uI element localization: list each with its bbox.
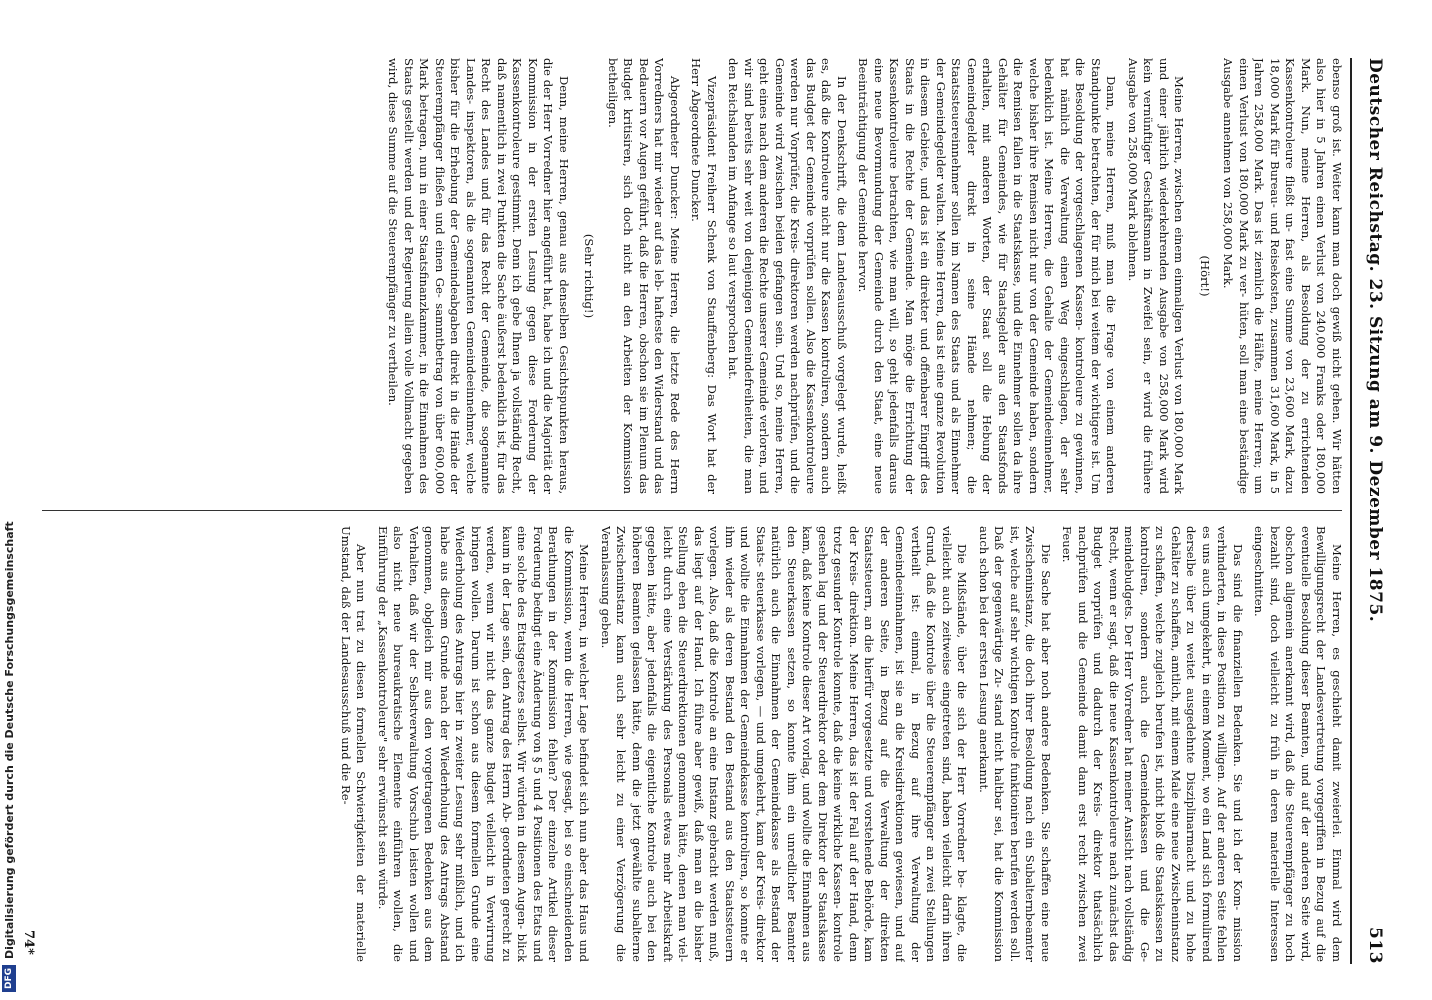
left-column	[44, 58, 1344, 494]
signature-mark: 74*	[21, 930, 36, 955]
right-column	[44, 526, 1344, 962]
page-header	[1358, 58, 1392, 964]
page-footer	[0, 0, 18, 1000]
paragraph: Die Sache hat aber noch andere Bedenken. Sie schaffen eine neue Zwischeninstanz, die doch ihrer Besoldung nach ein Subalternbeamter ist, welche auf sehr wichtigen Kontrole funktioniren berufen werden soll. Daß der gegenwärtige Zu- stand nicht haltbar sei, hat die Kommission auch schon bei der ersten Lesung anerkannt.	[977, 526, 1053, 962]
speaker-paragraph: Vizepräsident Freiherr Schenk von Stauffenberg: Das Wort hat der Herr Abgeordnete Duncker.	[689, 58, 719, 494]
speaker-paragraph: Abgeordneter Duncker: Meine Herren, die letzte Rede des Herrn Vorredners hat mir wieder auf das leb- hafteste den Widerstand und das Bedauern vor Augen geführt, daß die Herren, obschon sie im Plenum das Budget kritisiren, sich doch nicht an den Arbeiten der Kommission betheiligen.	[606, 58, 682, 494]
interjection: (Hört!)	[1198, 255, 1212, 297]
header-title: Deutscher Reichstag. 23. Sitzung am 9. Dezember 1875.	[1365, 58, 1385, 623]
paragraph: ebenso groß ist. Weiter kann man doch gewiß nicht gehen. Wir hätten also hier in 5 Jahren einen Verlust von 240,000 Franks oder 180,000 Mark. Nun, meine Herren, als Besoldung der zu errichtenden Kassenkontroleure fließt un- fast eine Summe von 23,600 Mark, dazu 18,000 Mark für Bureau- und Reisekosten, zusammen 31,600 Mark, in 5 Jahren 258,000 Mark. Das ist ziemlich die Hälfte, meine Herren; um einen Verlust von 180,000 Mark zu ver- hüten, soll man eine beständige Ausgabe annehmen von 258,000 Mark.	[1221, 58, 1344, 494]
paragraph: Dann, meine Herren, muß man die Frage von einem anderen Standpunkte betrachten, der für mich bei weitem der wichtigere ist. Um die Besoldung der vorgeschlagenen Kassen- kontroleure zu gewinnen, hat nämlich die Verwaltung einen Weg eingeschlagen, der sehr bedenklich ist. Meine Herren, die Gehalte der Gemeindeeinnehmer, welche bisher ihre Remisen nicht nur von der Gemeinde haben, sondern die Remisen fallen in die Staatskasse, und die Einnehmer sollen da ihre Gehälter für Gemeindes, wie für Staatsgelder aus den Staatsfonds erhalten, mit anderen Worten, der Staat soll die Hebung der Gemeindegelder direkt in seine Hände nehmen; die Staatssteuereinnehmer sollen im Namen des Staats und als Einnehmer der Gemeindegelder walten. Meine Herren, das ist eine ganze Revolution in diesem Gebiete, und das ist ein direkter und offenbarer Eingriff des Staats in die Rechte der Gemeinde. Man möge die Errichtung der Kassenkontroleure betrachten, wie man will, so geht jedenfalls daraus eine neue Bevormundung der Gemeinde durch den Staat, eine neue Beeinträchtigung der Gemeinde hervor.	[856, 58, 1119, 494]
paragraph: Meine Herren, in welcher Lage befindet sich nun aber das Haus und die Kommission, wenn die Herren, wie gesagt, bei so einschneidenden Berathungen in der Kommission fehlen? Der einzelne Artikel dieser Forderung bedingt eine Änderung von § 5 und 4 Positionen des Etats und eine solche des Etatsgesetzes selbst. Wir würden in diesem Augen- blick kaum in der Lage sein, den Antrag des Herrn Ab- geordneten gerecht zu werden, wenn wir nicht das ganze Budget vielleicht in Verwirrung bringen wollen. Darum ist schon aus diesem formellen Grunde eine Wiederholung des Antrags hier in zweiter Lesung sehr mißlich, und ich habe aus diesem Grunde nach der Wiederholung des Antrags Abstand genommen, obgleich mir aus den vorgetragenen Bedenken aus dem Verhalten, daß wir der Selbstverwaltung Vorschub leisten wollen und also nicht neue bureaukratische Elemente einführen wollen, die Einführung der „Kassenkontroleure" sehr erwünscht sein würde.	[376, 526, 592, 962]
paragraph: Die Mißstände, über die sich der Herr Vorredner be- klagte, die vielleicht auch zeitweise eingetreten sind, haben vielleicht darin ihren Grund, daß die Kontrole über die Steuerempfänger an zwei Stellungen vertheilt ist: einmal, in Bezug auf ihre Verwaltung der Gemeindeeinnahmen, ist sie an die Kreisdirektionen gewiesen, und auf der anderen Seite, in Bezug auf die Verwaltung der direkten Staatssteuern, an die hierfür vorgesetzte und vorstehende Behörde, kam der Kreis- direktion. Meine Herren, das ist der Fall auf der Hand, denn trotz gesunder Kontrole konnte, daß die keine wirkliche Kassen- kontrole gesehen lag und der Steuerdirektor oder dem Direktor der Staatskasse kam, daß keine Kontrole dieser Art vorlag, und wollte die Einnahmen aus den Steuerkassen setzen, so konnte ihm ein unredlicher Beamter natürlich auch die Einnahmen der Gemeindekasse als Bestand der Staats- steuerkasse vorlegen, — und umgekehrt, kam der Kreis- direktor und wollte die Einnahmen der Gemeindekasse kontroliren, so konnte er ihm wieder als deren Bestand den Bestand aus den Staatssteuern vorlegen. Also, daß die Kontrole an eine Instanz gebracht werden muß, das liegt auf der Hand. Ich führe aber gewiß, daß man an die bisher Stellung eben die Steuerdirektionen genommen hätte, denen man viel- leicht durch eine Verstärkung des Personals etwas mehr Arbeitskraft gegeben hätte, aber jedenfalls die eigentliche Kontrole auch bei den höheren Beamten gelassen hätte, denn die jetzt gewählte subalterne Zwischeninstanz kann auch sehr leicht zu einer Verzögerung die Veranlassung geben.	[599, 526, 970, 962]
dfg-logo: DFG	[2, 965, 16, 992]
paragraph: In der Denkschrift, die dem Landesausschuß vorgelegt wurde, heißt es, daß die Kontroleure nicht nur die Kassen kontroliren, sondern auch das Budget der Gemeinde vorprüfen sollen. Also die Kassenkontroleure werden nur Vorprüfer, die Kreis- direktoren werden nachprüfen, und die Gemeinde wird zwischen beiden gefangen sein. Und so, meine Herren, geht eines nach dem anderen die Rechte unserer Gemeinde verloren, und wir sind bereits sehr weit von denjenigen Gemeindefreiheiten, die man den Reichslanden im Anfange so laut versprochen hat.	[726, 58, 849, 494]
paragraph: Das sind die finanziellen Bedenken. Sie und ich der Kom- mission verhinderten, in diese Position zu willigen. Auf der anderen Seite fehlen es uns auch umgekehrt, in einem Moment, wo ein Land sich formulirend derselbe über zu weitet ausgedehnte Disziplinarmacht und zu hohe Gehälter zu schaffen, amtlich, mit einem Male eine neue Zwischeninstanz zu schaffen, welche zugleich berufen ist, nicht bloß die Staatskassen zu kontroliren, sondern auch die Gemeindekassen und die Ge- meindebudgets. Der Herr Vorredner hat meiner Ansicht nach vollständig Recht, wenn er sagt, daß die neue Kassenkontroleure nach zunächst das Budget vorprüfen und dadurch der Kreis- direktor thatsächlich nachprüfen und die Gemeinde damit dann erst recht zwischen zwei Feuer.	[1060, 526, 1245, 962]
paragraph: Denn, meine Herren, genau aus denselben Gesichtspunkten heraus, die der Herr Vorredner hier angeführt hat, habe ich und die Majorität der Kommission in der ersten Lesung gegen diese Forderung der Kassenkontroleure gestimmt. Denn ich gebe Ihnen ja vollständig Recht, daß namentlich in zwei Punkten die Sache äußerst bedenklich ist, für das Recht des Landes und für das Recht der Gemeinde, die sogenannte Landes- inspektoren, als die sogenannten Gemeindeeinnehmer, welche bisher für die Erhebung der Gemeindeabgaben direkt in die Hände der Steuerempfänger fließen und einen Ge- sammtbetrag von über 600,000 Mark betragen, nun in einer Staatsfinanzkammer, in die Einnahmen des Staats gestellt werden und der Regierung allein volle Vollmacht gegeben wird, diese Summe auf die Steuerempfänger zu vertheilen.	[386, 58, 571, 494]
header-rule	[1350, 58, 1352, 964]
paragraph: Meine Herren, es geschieht damit zweierlei. Einmal wird dem Bewilligungsrecht der Landesvertretung vorgegriffen in Bezug auf die eventuelle Besoldung dieser Beamten, und auf der anderen Seite wird, obschon allgemein anerkannt wird, daß die Steuerempfänger zu hoch bezahlt sind, doch vielleicht zu früh in deren materielle Interessen eingeschnitten.	[1252, 526, 1344, 962]
page-number: 513	[1365, 927, 1385, 964]
interjection: (Sehr richtig!)	[582, 233, 597, 319]
footer-text: Digitalisierung gefördert durch die Deutsche Forschungsgemeinschaft	[2, 521, 16, 959]
paragraph: Meine Herren, zwischen einem einmaligen Verlust von 180,000 Mark und einer jährlich wiederkehrenden Ausgabe von 258,000 Mark wird kein vernünftiger Geschäftsmann in Zweifel sein, er wird die frühere Ausgabe von 258,000 Mark ablehnen.	[1126, 58, 1187, 494]
column-divider	[42, 510, 1342, 511]
paragraph: Aber nun trat zu diesen formellen Schwierigkeiten der materielle Umstand, daß der Landesausschuß und die Re-	[339, 526, 369, 962]
